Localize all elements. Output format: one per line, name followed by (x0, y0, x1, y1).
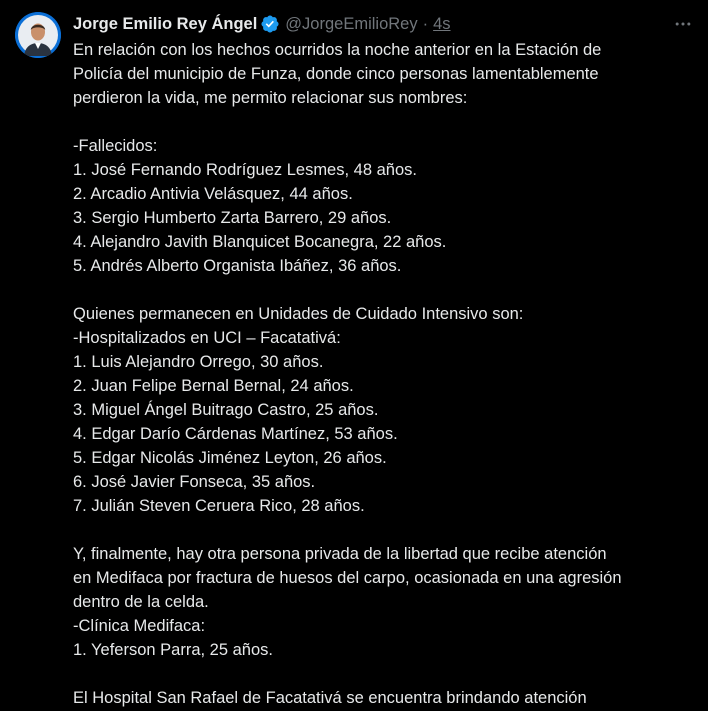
tweet-line: 3. Miguel Ángel Buitrago Castro, 25 años. (73, 401, 379, 419)
tweet-line (73, 662, 698, 686)
tweet-timestamp[interactable]: 4s (433, 14, 451, 33)
tweet-header (73, 12, 451, 36)
avatar[interactable] (15, 12, 61, 58)
tweet-line: 7. Julián Steven Ceruera Rico, 28 años. (73, 497, 365, 515)
tweet-line: en Medifaca por fractura de huesos del carpo, ocasionada en una agresión (73, 569, 622, 587)
tweet-line: Y, finalmente, hay otra persona privada de la libertad que recibe atención (73, 545, 607, 563)
tweet-line: 2. Juan Felipe Bernal Bernal, 24 años. (73, 377, 354, 395)
tweet-line: 3. Sergio Humberto Zarta Barrero, 29 años. (73, 209, 392, 227)
tweet-line: dentro de la celda. (73, 593, 209, 611)
tweet-line: 1. Yeferson Parra, 25 años. (73, 641, 273, 659)
tweet-line (73, 278, 698, 302)
tweet-line: El Hospital San Rafael de Facatativá se encuentra brindando atención (73, 689, 587, 707)
tweet-line: -Hospitalizados en UCI – Facatativá: (73, 329, 341, 347)
author-display-name[interactable]: Jorge Emilio Rey Ángel (73, 14, 258, 33)
tweet-line: -Clínica Medifaca: (73, 617, 206, 635)
tweet-line (73, 518, 698, 542)
tweet-line: 5. Edgar Nicolás Jiménez Leyton, 26 años. (73, 449, 387, 467)
verified-badge-icon (260, 14, 280, 34)
tweet-text (73, 38, 698, 710)
tweet-line: Policía del municipio de Funza, donde cinco personas lamentablemente (73, 65, 599, 83)
tweet-line: 4. Alejandro Javith Blanquicet Bocanegra, 22 años. (73, 233, 447, 251)
more-options-button[interactable] (672, 14, 694, 34)
tweet-line: -Fallecidos: (73, 137, 158, 155)
tweet-line: 1. José Fernando Rodríguez Lesmes, 48 años. (73, 161, 417, 179)
tweet-line: 2. Arcadio Antivia Velásquez, 44 años. (73, 185, 353, 203)
tweet-line: 6. José Javier Fonseca, 35 años. (73, 473, 316, 491)
tweet-line: 1. Luis Alejandro Orrego, 30 años. (73, 353, 324, 371)
tweet-line: 4. Edgar Darío Cárdenas Martínez, 53 años. (73, 425, 398, 443)
author-handle[interactable]: @JorgeEmilioRey (285, 14, 418, 33)
more-options-icon (673, 14, 693, 34)
tweet-line: En relación con los hechos ocurridos la noche anterior en la Estación de (73, 41, 602, 59)
avatar-photo-icon (15, 12, 61, 58)
tweet-line: 5. Andrés Alberto Organista Ibáñez, 36 años. (73, 257, 402, 275)
tweet-line: perdieron la vida, me permito relacionar sus nombres: (73, 89, 468, 107)
tweet-line: Quienes permanecen en Unidades de Cuidado Intensivo son: (73, 305, 524, 323)
header-separator: · (422, 14, 429, 33)
tweet-line (73, 110, 698, 134)
